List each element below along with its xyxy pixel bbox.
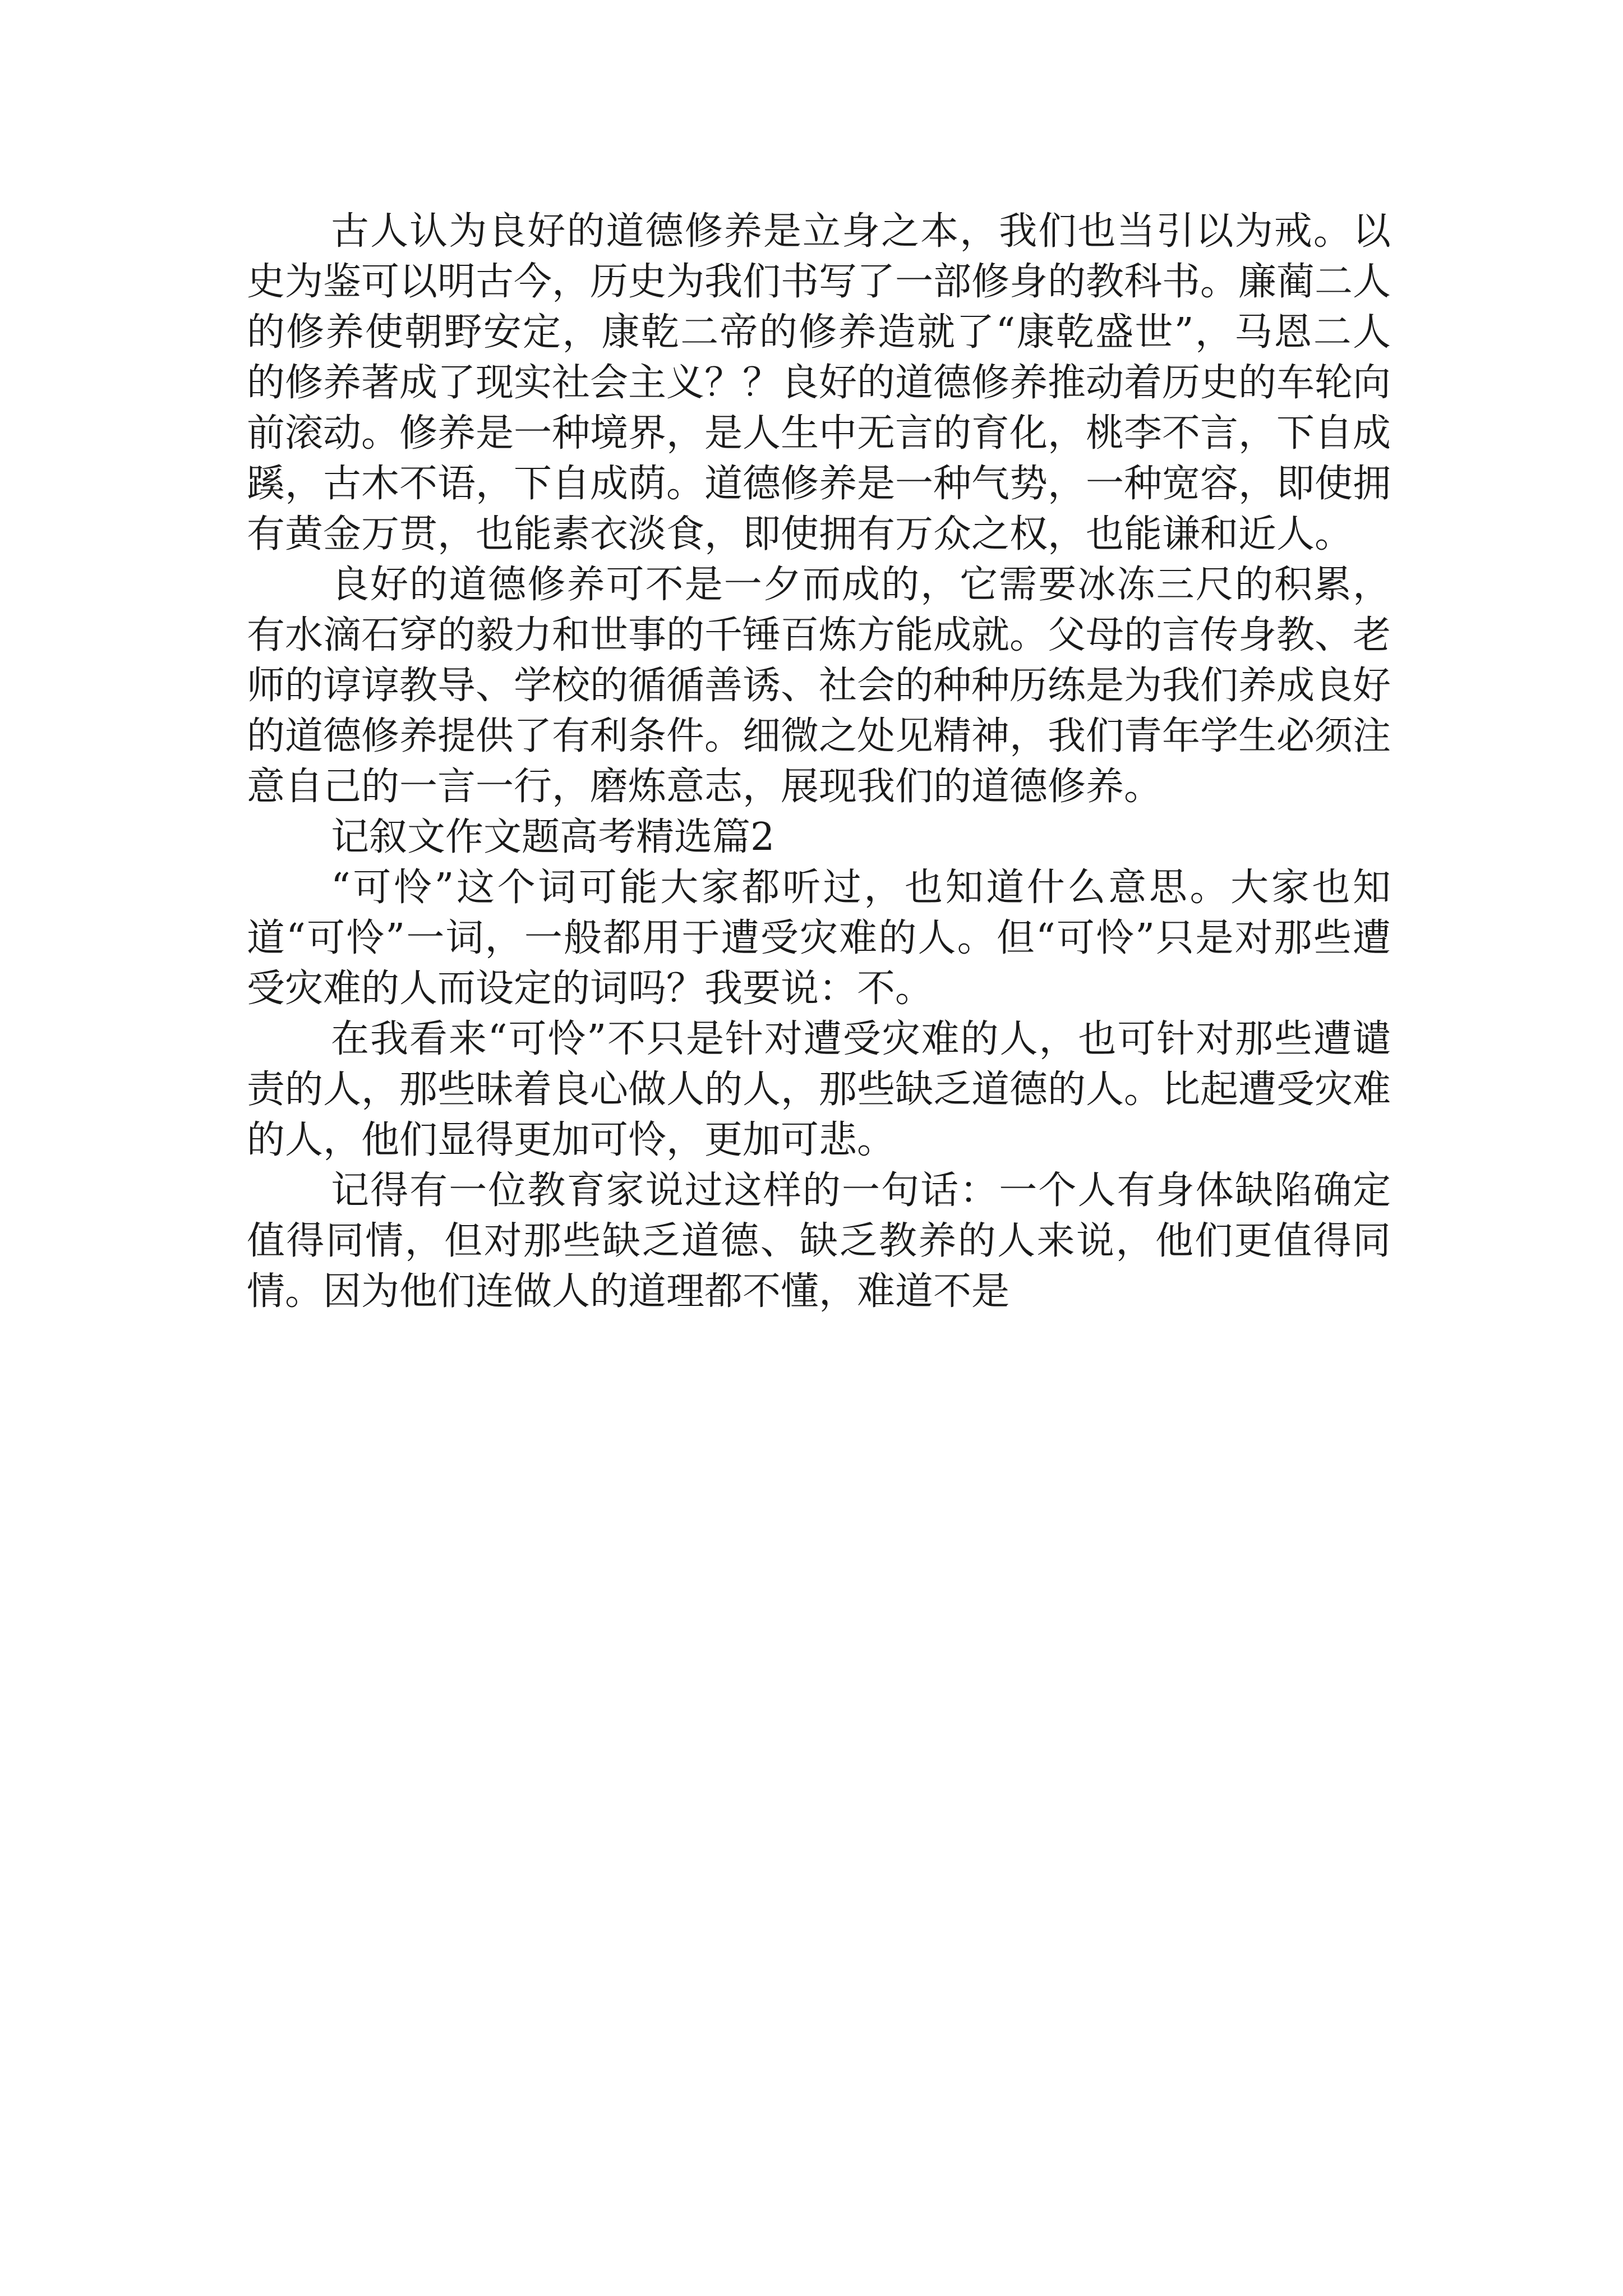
document-body <box>247 206 1391 1317</box>
paragraph-4: 在我看来“可怜”不只是针对遭受灾难的人，也可针对那些遭谴责的人，那些昧着良心做人的人，那些缺乏道德的人。比起遭受灾难的人，他们显得更加可怜，更加可悲。 <box>247 1017 1391 1162</box>
paragraph-2: 良好的道德修养可不是一夕而成的，它需要冰冻三尺的积累，有水滴石穿的毅力和世事的千锤百炼方能成就。父母的言传身教、老师的谆谆教导、学校的循循善诱、社会的种种历练是为我们养成良好的道德修养提供了有利条件。细微之处见精神，我们青年学生必须注意自己的一言一行，磨炼意志，展现我们的道德修养。 <box>247 563 1391 809</box>
section-heading: 记叙文作文题高考精选篇2 <box>331 815 775 859</box>
paragraph-1: 古人认为良好的道德修养是立身之本，我们也当引以为戒。以史为鉴可以明古今，历史为我们书写了一部修身的教科书。廉蔺二人的修养使朝野安定，康乾二帝的修养造就了“康乾盛世”，马恩二人的修养著成了现实社会主义？？良好的道德修养推动着历史的车轮向前滚动。修养是一种境界，是人生中无言的育化，桃李不言，下自成蹊，古木不语，下自成荫。道德修养是一种气势，一种宽容，即使拥有黄金万贯，也能素衣淡食，即使拥有万众之权，也能谦和近人。 <box>247 209 1391 556</box>
paragraph-5: 记得有一位教育家说过这样的一句话：一个人有身体缺陷确定值得同情，但对那些缺乏道德、缺乏教养的人来说，他们更值得同情。因为他们连做人的道理都不懂，难道不是 <box>247 1168 1391 1314</box>
paragraph-3: “可怜”这个词可能大家都听过，也知道什么意思。大家也知道“可怜”一词，一般都用于遭受灾难的人。但“可怜”只是对那些遭受灾难的人而设定的词吗？我要说：不。 <box>247 866 1391 1011</box>
